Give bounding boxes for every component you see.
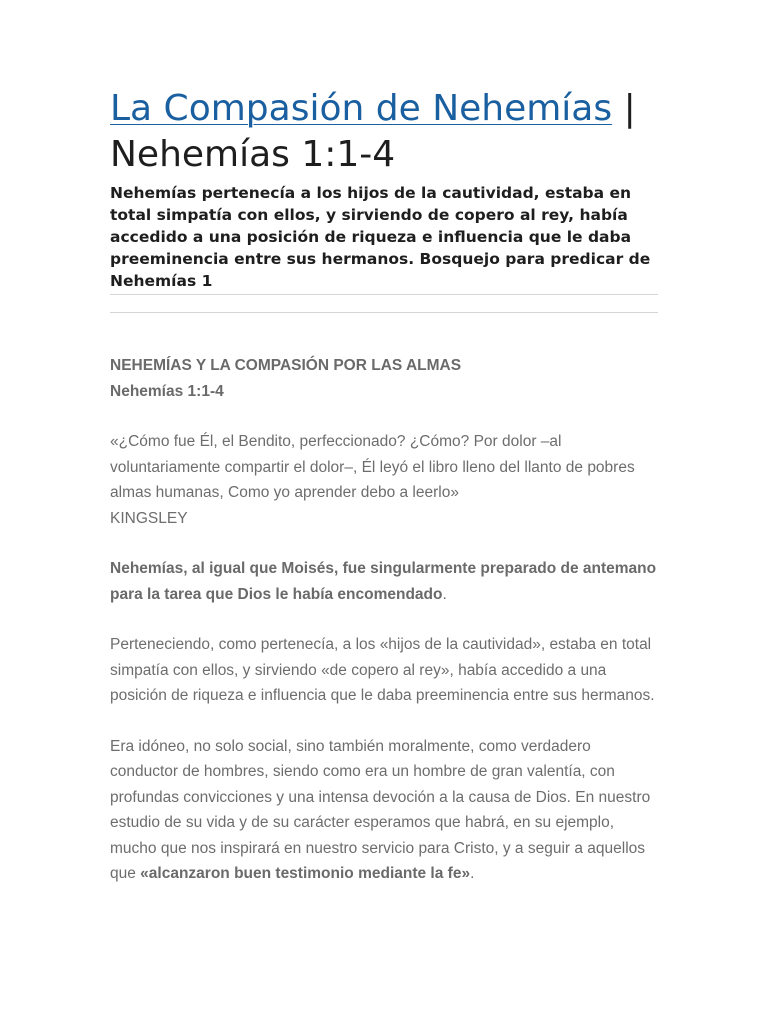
quote-block xyxy=(110,429,658,531)
article-summary: Nehemías pertenecía a los hijos de la cautividad, estaba en total simpatía con ellos, y sirviendo de copero al rey, había accedido a una posición de riqueza e influencia que le daba preeminencia entre sus hermanos. Bosquejo para predicar de Nehemías 1 xyxy=(110,184,651,290)
divider-top xyxy=(110,294,658,295)
article xyxy=(110,86,658,912)
article-body xyxy=(110,353,658,887)
scripture-reference: Nehemías 1:1-4 xyxy=(110,382,224,400)
paragraph-3-text: Era idóneo, no solo social, sino también moralmente, como verdadero conductor de hombres, siendo como era un hombre de gran valentía, con profundas convicciones y una intensa devoción a la causa de Dios. En nuestro estudio de su vida y de su carácter esperamos que habrá, en su ejemplo, mucho que nos inspirará en nuestro servicio para Cristo, y a seguir a aquellos que xyxy=(110,737,651,882)
paragraph-1-end: . xyxy=(442,585,447,603)
paragraph-3 xyxy=(110,734,658,887)
quote-text: «¿Cómo fue Él, el Bendito, perfeccionado? ¿Cómo? Por dolor –al voluntariamente compartir el dolor–, Él leyó el libro lleno del llanto de pobres almas humanas, Como yo aprender debo a leerlo» xyxy=(110,433,635,501)
title-scripture: Nehemías 1:1-4 xyxy=(110,134,396,175)
divider-bottom xyxy=(110,312,658,313)
paragraph-2: Perteneciendo, como pertenecía, a los «hijos de la cautividad», estaba en total simpatía con ellos, y sirviendo «de copero al rey», había accedido a una posición de riqueza e influencia que le daba preeminencia entre sus hermanos. xyxy=(110,636,655,704)
page-title xyxy=(110,86,658,178)
paragraph-3-end: . xyxy=(470,865,475,882)
title-link[interactable]: La Compasión de Nehemías xyxy=(110,88,613,129)
section-heading-block xyxy=(110,353,658,404)
section-heading: NEHEMÍAS Y LA COMPASIÓN POR LAS ALMAS xyxy=(110,357,462,374)
paragraph-3-bold: «alcanzaron buen testimonio mediante la fe» xyxy=(140,865,471,882)
paragraph-1 xyxy=(110,556,658,607)
paragraph-1-bold: Nehemías, al igual que Moisés, fue singularmente preparado de antemano para la tarea que Dios le había encomendado xyxy=(110,560,657,603)
quote-author: KINGSLEY xyxy=(110,509,188,527)
title-separator: | xyxy=(612,88,636,129)
